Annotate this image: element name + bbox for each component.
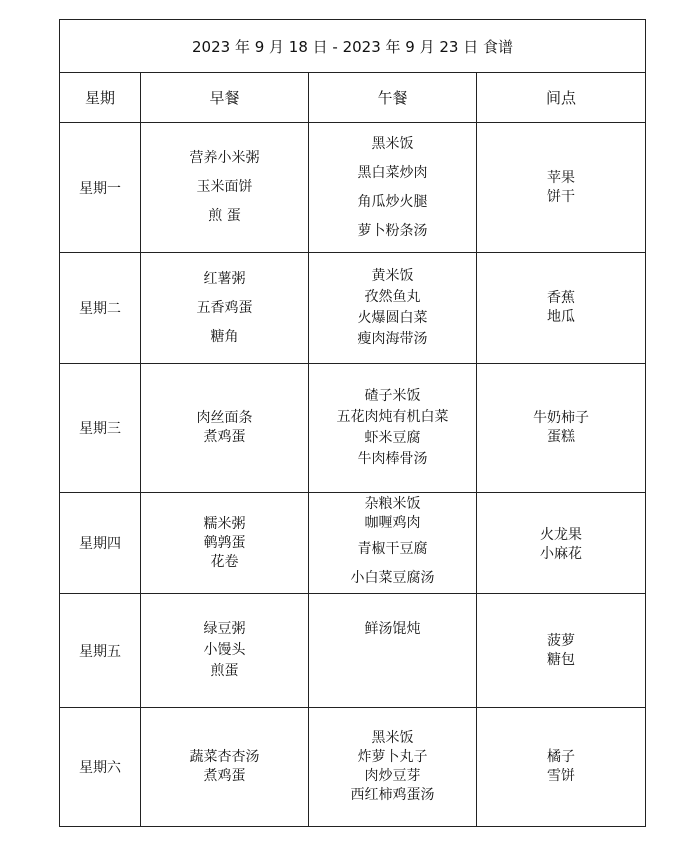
menu-title: 2023 年 9 月 18 日 - 2023 年 9 月 23 日 食谱 bbox=[60, 20, 646, 73]
day-cell: 星期六 bbox=[60, 708, 141, 827]
menu-item: 五花肉炖有机白菜 bbox=[336, 409, 449, 425]
menu-table bbox=[59, 19, 646, 827]
menu-item: 小馒头 bbox=[203, 642, 246, 658]
menu-item: 杂粮米饭 bbox=[364, 496, 421, 512]
menu-item: 黄米饭 bbox=[371, 268, 414, 284]
menu-item: 角瓜炒火腿 bbox=[357, 193, 428, 210]
day-cell: 星期二 bbox=[60, 253, 141, 364]
menu-item: 黑米饭 bbox=[371, 135, 414, 152]
lunch-cell bbox=[309, 253, 477, 364]
menu-item: 肉丝面条 bbox=[196, 410, 253, 426]
menu-item: 瘦肉海带汤 bbox=[357, 331, 428, 347]
lunch-cell bbox=[309, 708, 477, 827]
lunch-cell bbox=[309, 493, 477, 594]
header-row bbox=[60, 73, 646, 123]
menu-item: 饼干 bbox=[547, 188, 575, 205]
snack-cell bbox=[477, 708, 646, 827]
menu-item: 煎 蛋 bbox=[208, 208, 241, 224]
menu-item: 煮鸡蛋 bbox=[203, 429, 246, 445]
breakfast-cell bbox=[141, 253, 309, 364]
menu-item: 青椒干豆腐 bbox=[357, 541, 428, 557]
menu-item: 孜然鱼丸 bbox=[364, 289, 421, 305]
menu-item: 鲜汤馄炖 bbox=[364, 621, 421, 637]
menu-item: 雪饼 bbox=[547, 768, 575, 784]
menu-item: 菠萝 bbox=[547, 632, 575, 649]
menu-item: 玉米面饼 bbox=[196, 179, 253, 195]
day-cell: 星期四 bbox=[60, 493, 141, 594]
lunch-cell bbox=[309, 594, 477, 708]
menu-item: 火龙果 bbox=[540, 527, 582, 543]
snack-cell bbox=[477, 123, 646, 253]
menu-item: 小白菜豆腐汤 bbox=[350, 570, 435, 586]
menu-item: 糖包 bbox=[547, 651, 575, 668]
day-cell: 星期一 bbox=[60, 123, 141, 253]
header-lunch: 午餐 bbox=[309, 73, 477, 123]
day-cell: 星期五 bbox=[60, 594, 141, 708]
menu-item: 牛奶柿子 bbox=[533, 410, 589, 426]
breakfast-cell bbox=[141, 708, 309, 827]
breakfast-cell bbox=[141, 123, 309, 253]
menu-item: 煮鸡蛋 bbox=[203, 768, 246, 784]
menu-item: 肉炒豆芽 bbox=[364, 768, 421, 784]
menu-item: 鹌鹑蛋 bbox=[203, 534, 246, 551]
menu-item: 萝卜粉条汤 bbox=[357, 222, 428, 239]
snack-cell bbox=[477, 493, 646, 594]
menu-item: 五香鸡蛋 bbox=[196, 299, 253, 316]
menu-item: 蔬菜杏杏汤 bbox=[189, 749, 260, 765]
table-row bbox=[60, 123, 646, 253]
table-row bbox=[60, 253, 646, 364]
menu-item: 糯米粥 bbox=[203, 515, 246, 532]
table-row bbox=[60, 708, 646, 827]
header-breakfast: 早餐 bbox=[141, 73, 309, 123]
snack-cell bbox=[477, 253, 646, 364]
menu-item: 蛋糕 bbox=[547, 429, 575, 445]
menu-item: 火爆圆白菜 bbox=[357, 310, 428, 326]
breakfast-cell bbox=[141, 594, 309, 708]
menu-item: 煎蛋 bbox=[210, 663, 239, 679]
menu-item: 橘子 bbox=[547, 749, 575, 765]
menu-item: 炸萝卜丸子 bbox=[357, 749, 428, 765]
lunch-cell bbox=[309, 364, 477, 493]
header-day: 星期 bbox=[60, 73, 141, 123]
menu-item: 红薯粥 bbox=[203, 270, 246, 287]
snack-cell bbox=[477, 594, 646, 708]
menu-item: 碴子米饭 bbox=[364, 388, 421, 404]
day-cell: 星期三 bbox=[60, 364, 141, 493]
menu-item: 黑白菜炒肉 bbox=[357, 164, 428, 181]
breakfast-cell bbox=[141, 364, 309, 493]
menu-item: 小麻花 bbox=[540, 546, 582, 562]
menu-item: 虾米豆腐 bbox=[364, 430, 421, 446]
table-row bbox=[60, 364, 646, 493]
menu-item: 地瓜 bbox=[547, 309, 575, 325]
table-row bbox=[60, 493, 646, 594]
menu-item: 香蕉 bbox=[547, 290, 575, 306]
menu-item: 糖角 bbox=[210, 328, 239, 345]
lunch-cell bbox=[309, 123, 477, 253]
menu-item: 苹果 bbox=[547, 169, 575, 186]
menu-item: 营养小米粥 bbox=[189, 150, 260, 166]
table-row bbox=[60, 594, 646, 708]
menu-item: 花卷 bbox=[210, 553, 239, 570]
menu-item: 黑米饭 bbox=[371, 730, 414, 746]
header-snack: 间点 bbox=[477, 73, 646, 123]
menu-item: 咖喱鸡肉 bbox=[364, 515, 421, 531]
menu-item: 绿豆粥 bbox=[203, 621, 246, 637]
breakfast-cell bbox=[141, 493, 309, 594]
menu-item: 西红柿鸡蛋汤 bbox=[350, 787, 435, 803]
menu-item: 牛肉棒骨汤 bbox=[357, 451, 428, 467]
snack-cell bbox=[477, 364, 646, 493]
